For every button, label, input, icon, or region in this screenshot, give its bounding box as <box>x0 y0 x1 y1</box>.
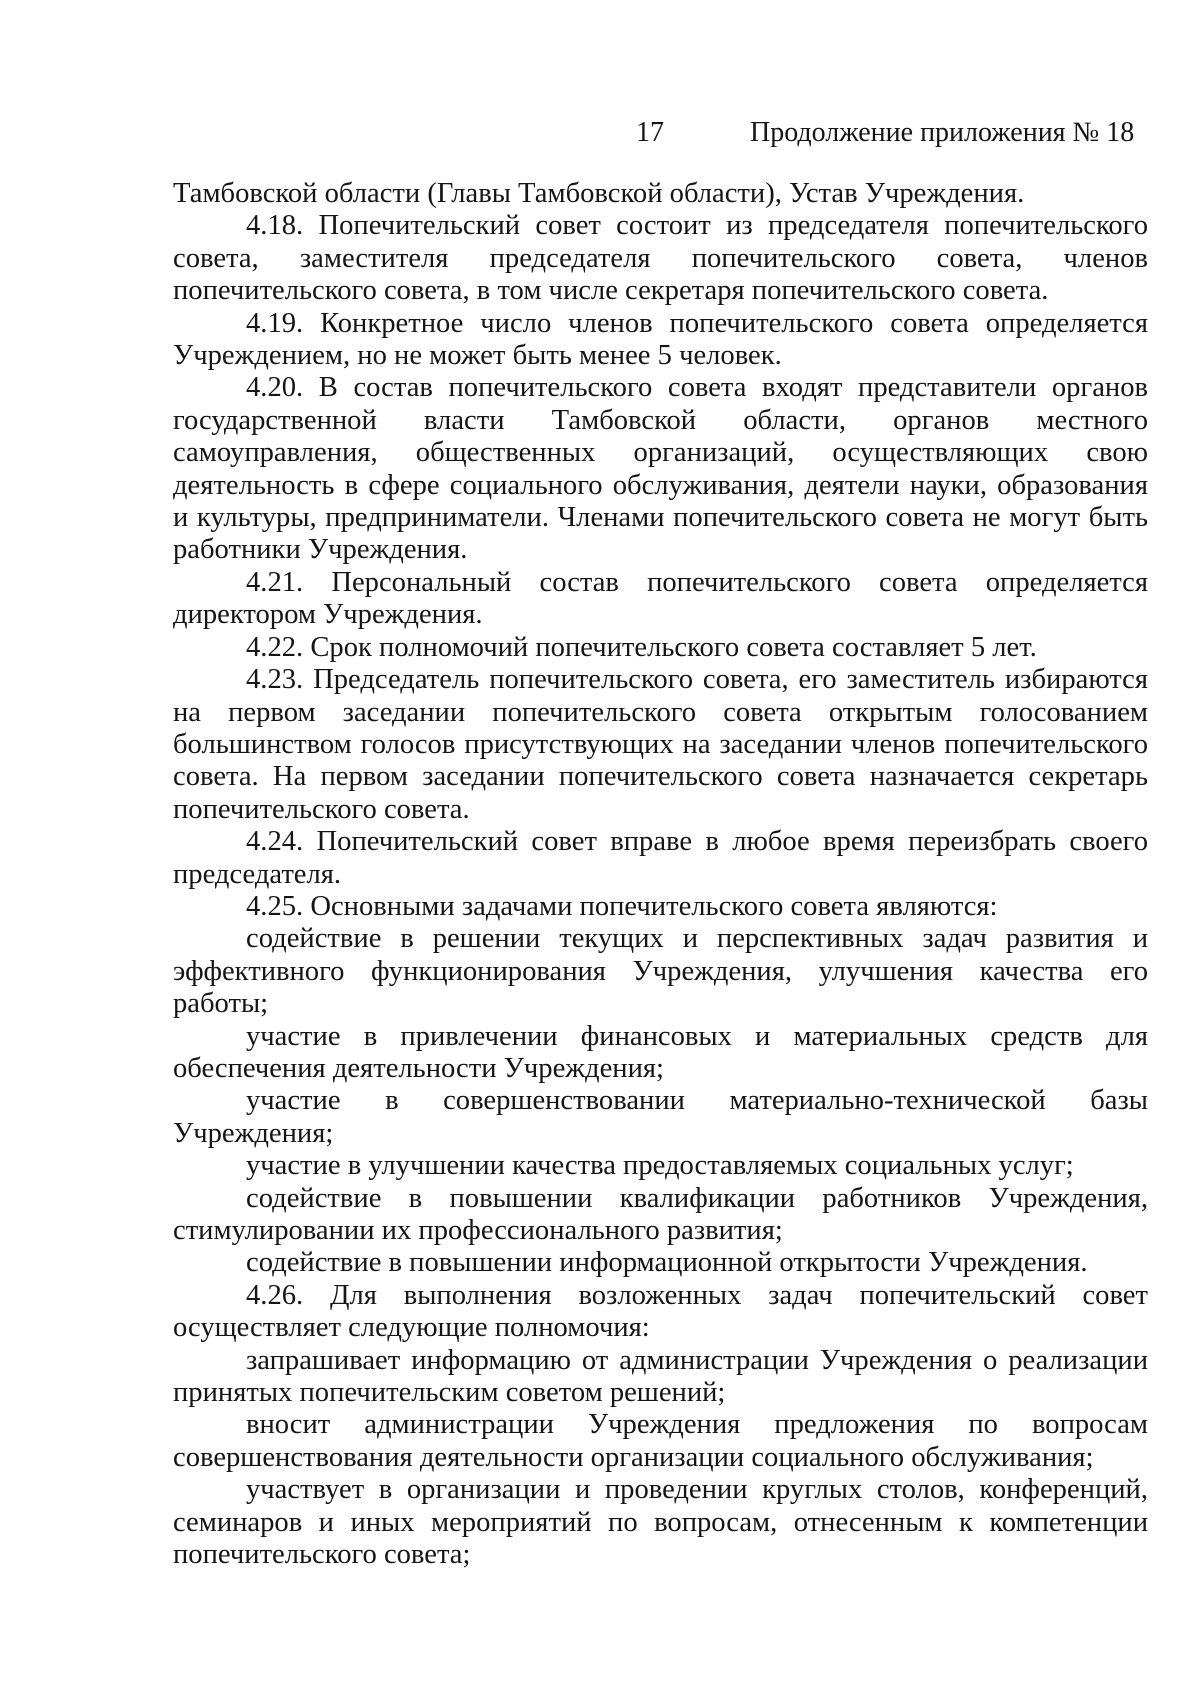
list-item-paragraph: участие в улучшении качества предоставляемых социальных услуг; <box>246 1150 1074 1182</box>
paragraph: 4.24. Попечительский совет вправе в любое время переизбрать своего председателя. <box>173 826 1148 890</box>
list-item-paragraph: участвует в организации и проведении круглых столов, конференций, семинаров и иных мероприятий по вопросам, отнесенным к компетенции попечительского совета; <box>173 1474 1148 1571</box>
list-item-paragraph: содействие в повышении квалификации работников Учреждения, стимулировании их профессионального развития; <box>173 1182 1148 1246</box>
list-item-paragraph: содействие в повышении информационной открытости Учреждения. <box>246 1247 1088 1279</box>
page-number: 17 <box>636 117 664 148</box>
paragraph: Тамбовской области (Главы Тамбовской области), Устав Учреждения. <box>173 178 1025 209</box>
list-item-paragraph: вносит администрации Учреждения предложения по вопросам совершенствования деятельности организации социального обслуживания; <box>173 1409 1148 1473</box>
page-header <box>0 116 1200 156</box>
paragraph: 4.20. В состав попечительского совета входят представители органов государственной власти Тамбовской области, органов местного самоуправления, общественных организаций, осуществляющих свою деятельность в сфере социального обслуживания, деятели науки, образования и культуры, предприниматели. Членами попечительского совета не могут быть работники Учреждения. <box>173 372 1148 566</box>
paragraph: 4.25. Основными задачами попечительского совета являются: <box>246 890 998 922</box>
appendix-caption: Продолжение приложения № 18 <box>750 117 1135 148</box>
paragraph: 4.26. Для выполнения возложенных задач попечительский совет осуществляет следующие полномочия: <box>173 1279 1148 1344</box>
paragraph: 4.23. Председатель попечительского совета, его заместитель избираются на первом заседании попечительского совета открытым голосованием большинством голосов присутствующих на заседании членов попечительского совета. На первом заседании попечительского совета назначается секретарь попечительского совета. <box>173 664 1148 825</box>
paragraph: 4.21. Персональный состав попечительского совета определяется директором Учреждения. <box>173 566 1148 631</box>
list-item-paragraph: запрашивает информацию от администрации Учреждения о реализации принятых попечительским советом решений; <box>173 1344 1148 1409</box>
list-item-paragraph: участие в совершенствовании материально-технической базы Учреждения; <box>173 1085 1148 1149</box>
list-item-paragraph: содействие в решении текущих и перспективных задач развития и эффективного функционирования Учреждения, улучшения качества его работы; <box>173 923 1148 1020</box>
paragraph: 4.22. Срок полномочий попечительского совета составляет 5 лет. <box>246 631 1037 663</box>
paragraph: 4.19. Конкретное число членов попечительского совета определяется Учреждением, но не может быть менее 5 человек. <box>173 307 1148 372</box>
document-body <box>173 178 1148 1571</box>
paragraph: 4.18. Попечительский совет состоит из председателя попечительского совета, заместителя председателя попечительского совета, членов попечительского совета, в том числе секретаря попечительского совета. <box>173 210 1148 307</box>
list-item-paragraph: участие в привлечении финансовых и материальных средств для обеспечения деятельности Учреждения; <box>173 1020 1148 1084</box>
